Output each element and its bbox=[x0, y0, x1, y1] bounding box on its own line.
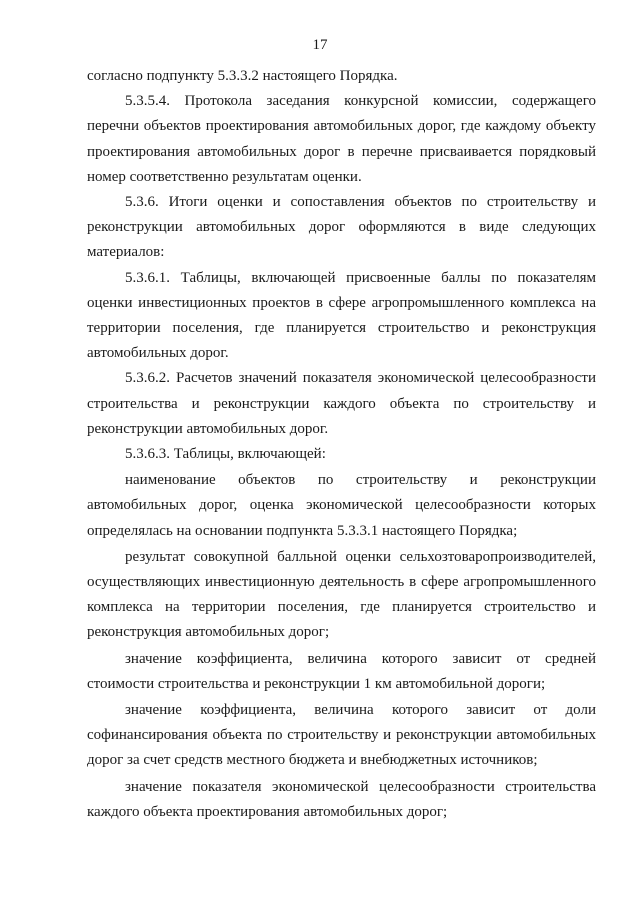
paragraph-5-3-6-3: 5.3.6.3. Таблицы, включающей: bbox=[125, 446, 326, 463]
paragraph-5-3-6-2: 5.3.6.2. Расчетов значений показателя экономической целесообразности строительства и реконструкции каждого объекта по строительству и реконструкции автомобильных дорог. bbox=[87, 370, 596, 437]
paragraph-5-3-6: 5.3.6. Итоги оценки и сопоставления объектов по строительству и реконструкции автомобильных дорог оформляются в виде следующих материалов: bbox=[87, 194, 596, 261]
list-item-cost-coefficient: значение коэффициента, величина которого зависит от средней стоимости строительства и реконструкции 1 км автомобильной дороги; bbox=[87, 650, 596, 692]
list-item-score-result: результат совокупной балльной оценки сельхозтоваропроизводителей, осуществляющих инвестиционную деятельность в сфере агропромышленного комплекса на территории поселения, где планируется строительство и реконструкция автомобильных дорог; bbox=[87, 548, 596, 641]
document-body bbox=[87, 64, 596, 825]
paragraph-5-3-5-4: 5.3.5.4. Протокола заседания конкурсной комиссии, содержащего перечни объектов проектирования автомобильных дорог, где каждому объекту проектирования автомобильных дорог в перечне присваивается порядковый номер соответственно результатам оценки. bbox=[87, 93, 596, 185]
paragraph-5-3-6-1: 5.3.6.1. Таблицы, включающей присвоенные баллы по показателям оценки инвестиционных проектов в сфере агропромышленного комплекса на территории поселения, где планируется строительство и реконструкция автомобильных дорог. bbox=[87, 269, 596, 362]
paragraph-continuation: согласно подпункту 5.3.3.2 настоящего Порядка. bbox=[87, 68, 398, 84]
list-item-feasibility-indicator: значение показателя экономической целесообразности строительства каждого объекта проектирования автомобильных дорог; bbox=[87, 778, 596, 820]
page-number: 17 bbox=[312, 37, 328, 53]
list-item-object-names: наименование объектов по строительству и реконструкции автомобильных дорог, оценка экономической целесообразности которых определялась на основании подпункта 5.3.3.1 настоящего Порядка; bbox=[87, 472, 596, 539]
list-item-cofinancing-coefficient: значение коэффициента, величина которого зависит от доли софинансирования объекта по строительству и реконструкции автомобильных дорог за счет средств местного бюджета и внебюджетных источников; bbox=[87, 702, 596, 769]
